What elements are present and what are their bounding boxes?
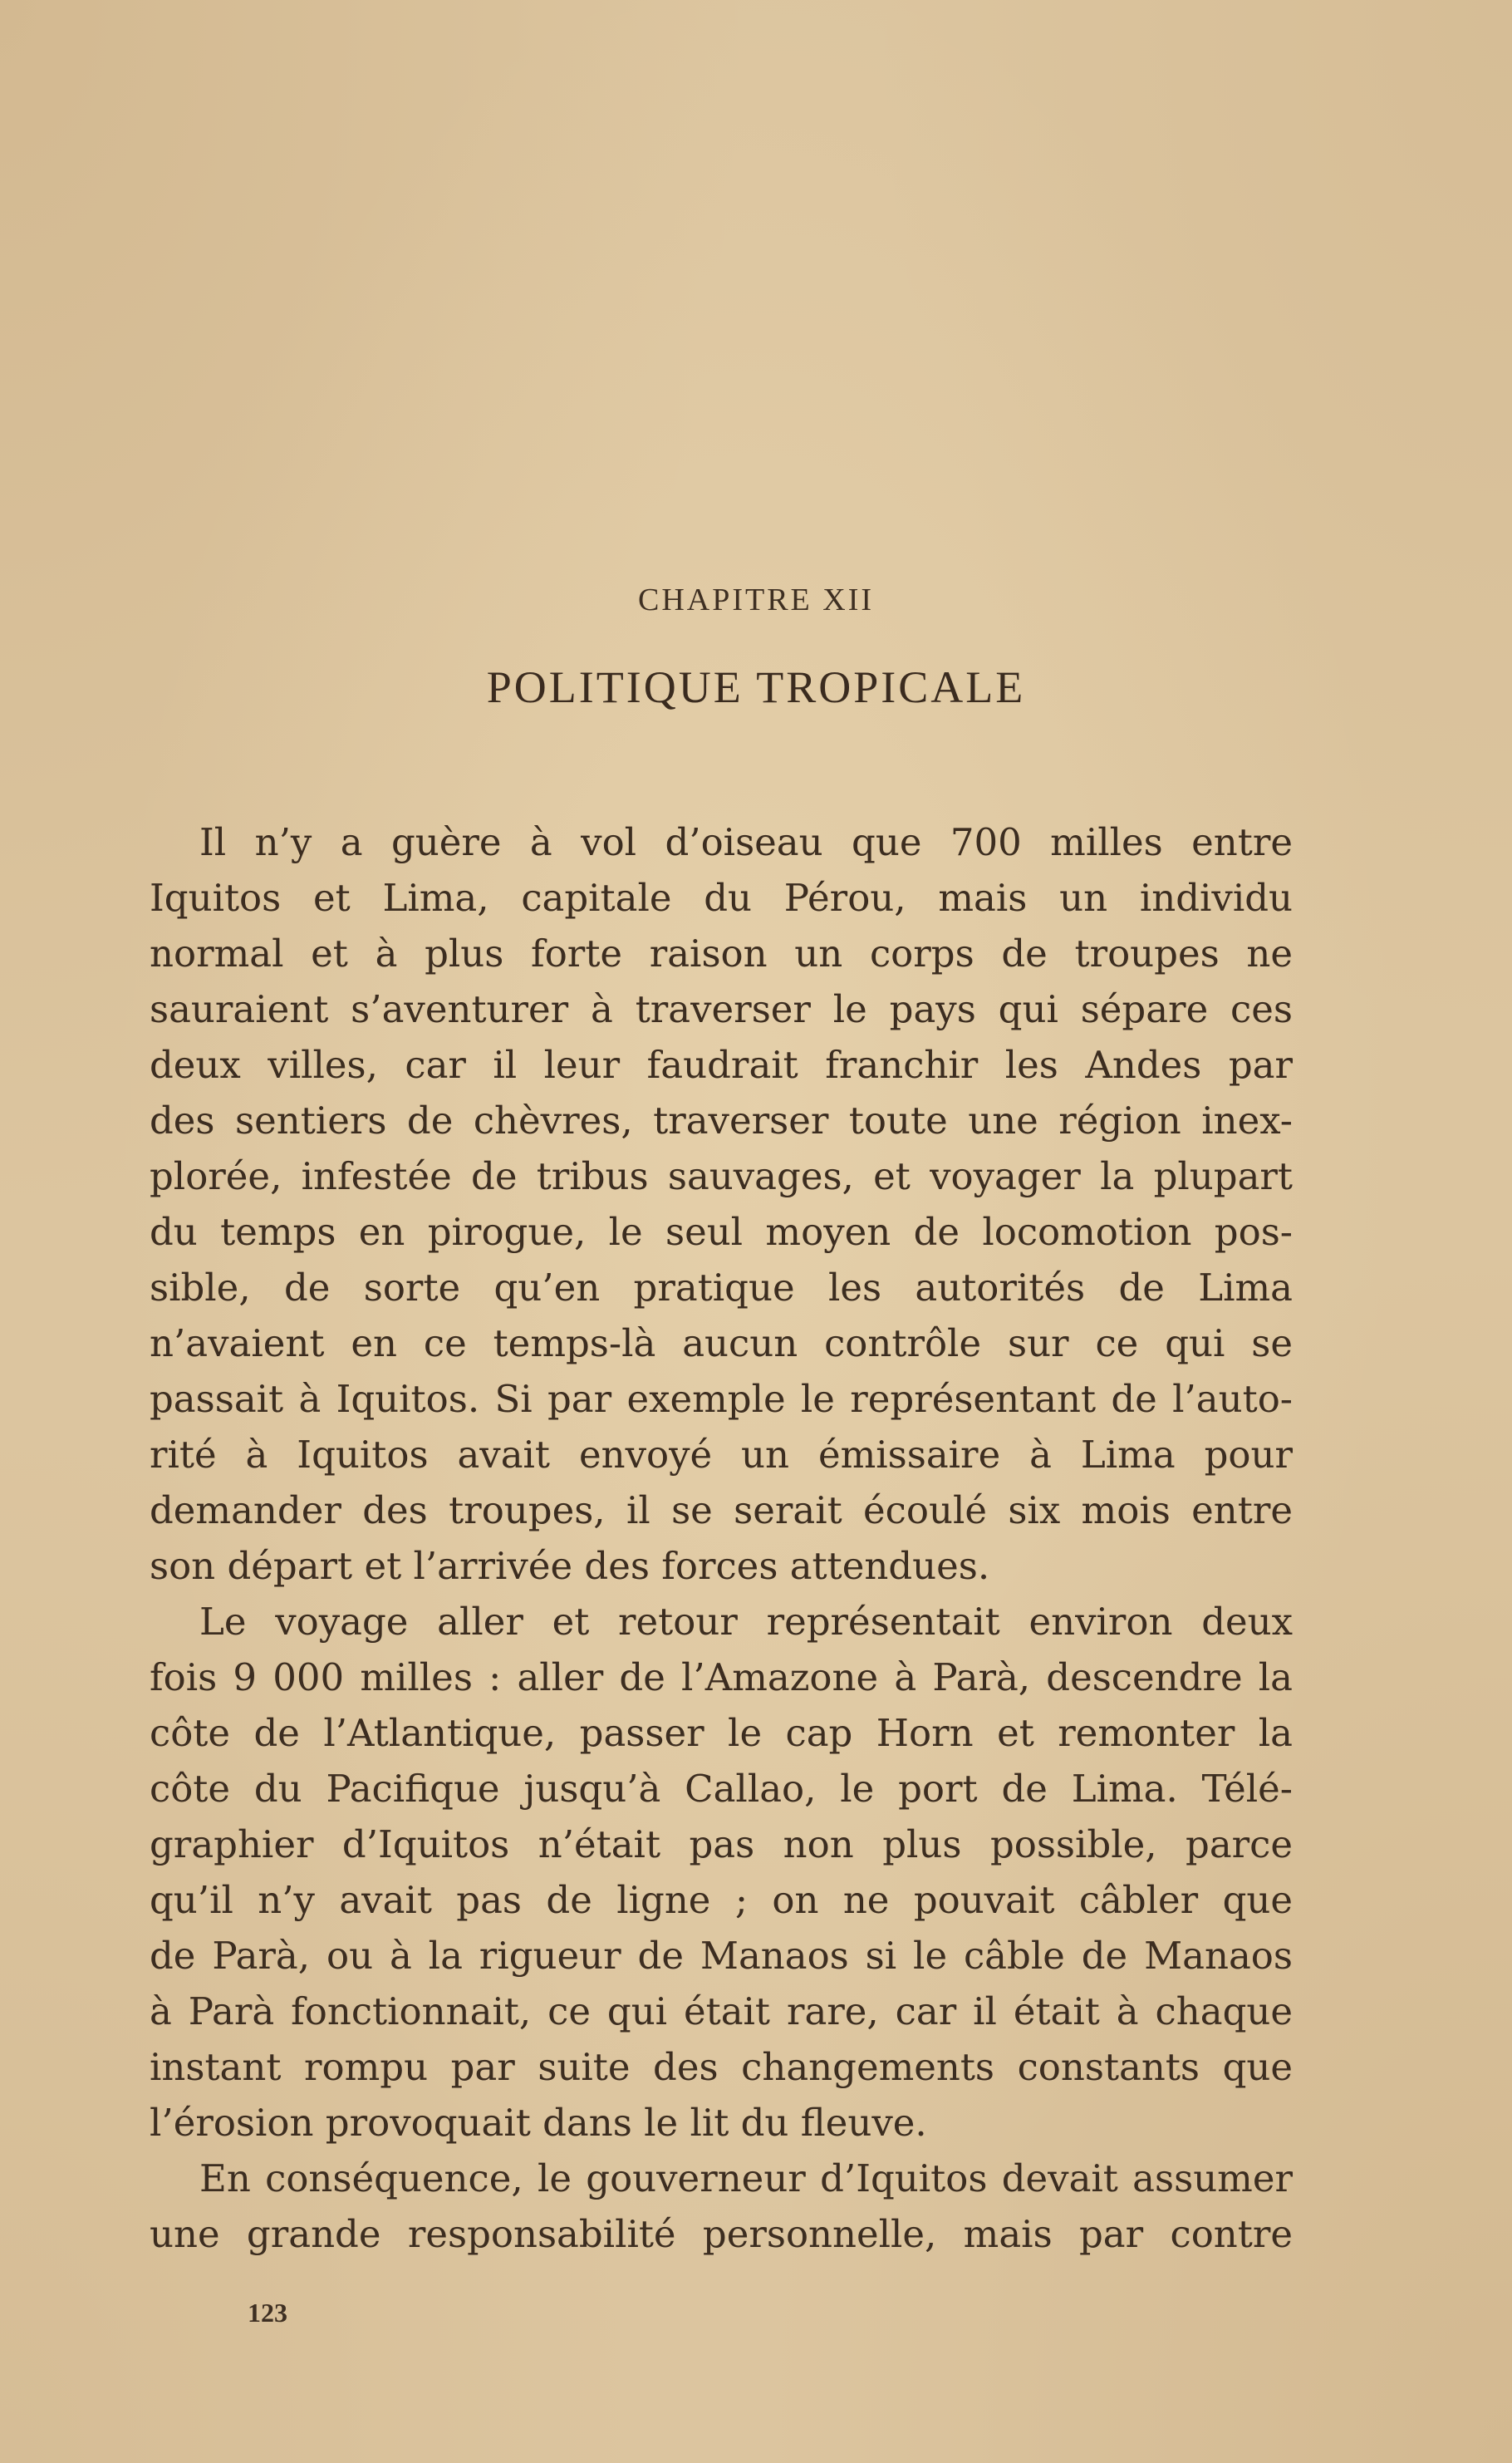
text-line: Iquitos et Lima, capitale du Pérou, mais un individu [150, 876, 1293, 920]
text-line: sauraient s’aventurer à traverser le pays qui sépare ces [150, 987, 1293, 1031]
text-line: deux villes, car il leur faudrait franchir les Andes par [150, 1043, 1293, 1087]
text-line: En conséquence, le gouverneur d’Iquitos devait assumer [199, 2156, 1293, 2200]
text-line: demander des troupes, il se serait écoulé six mois entre [150, 1488, 1293, 1532]
text-line: l’érosion provoquait dans le lit du fleuve. [150, 2101, 927, 2145]
text-line: de Parà, ou à la rigueur de Manaos si le câble de Manaos [150, 1934, 1293, 1978]
chapter-title: POLITIQUE TROPICALE [486, 662, 1026, 712]
text-line: plorée, infestée de tribus sauvages, et voyager la plupart [150, 1154, 1293, 1198]
page-number: 123 [248, 2298, 287, 2328]
text-line: côte du Pacifique jusqu’à Callao, le port de Lima. Télé- [150, 1767, 1293, 1811]
text-line: son départ et l’arrivée des forces attendues. [150, 1544, 990, 1588]
text-line: qu’il n’y avait pas de ligne ; on ne pouvait câbler que [150, 1878, 1293, 1922]
text-line: n’avaient en ce temps-là aucun contrôle sur ce qui se [150, 1321, 1293, 1365]
text-line: normal et à plus forte raison un corps de troupes ne [150, 932, 1293, 976]
text-line: sible, de sorte qu’en pratique les autorités de Lima [150, 1266, 1293, 1310]
text-line: passait à Iquitos. Si par exemple le représentant de l’auto- [150, 1377, 1293, 1421]
text-line: du temps en pirogue, le seul moyen de locomotion pos- [150, 1210, 1293, 1254]
paragraph-3 [150, 2151, 1293, 2262]
paragraph-2 [150, 1594, 1293, 2151]
text-line: Le voyage aller et retour représentait environ deux [199, 1600, 1293, 1644]
text-line: des sentiers de chèvres, traverser toute une région inex- [150, 1099, 1293, 1143]
text-line: fois 9 000 milles : aller de l’Amazone à Parà, descendre la [150, 1655, 1293, 1699]
text-line: rité à Iquitos avait envoyé un émissaire à Lima pour [150, 1433, 1293, 1477]
chapter-label: CHAPITRE XII [637, 583, 875, 617]
text-line: instant rompu par suite des changements constants que [150, 2045, 1293, 2089]
body-text [150, 814, 1293, 2262]
text-line: côte de l’Atlantique, passer le cap Horn et remonter la [150, 1711, 1293, 1755]
text-line: une grande responsabilité personnelle, mais par contre [150, 2212, 1293, 2256]
text-line: Il n’y a guère à vol d’oiseau que 700 milles entre [199, 820, 1293, 864]
text-line: graphier d’Iquitos n’était pas non plus possible, parce [150, 1822, 1293, 1866]
text-line: à Parà fonctionnait, ce qui était rare, car il était à chaque [150, 1989, 1293, 2033]
paragraph-1 [150, 814, 1293, 1594]
